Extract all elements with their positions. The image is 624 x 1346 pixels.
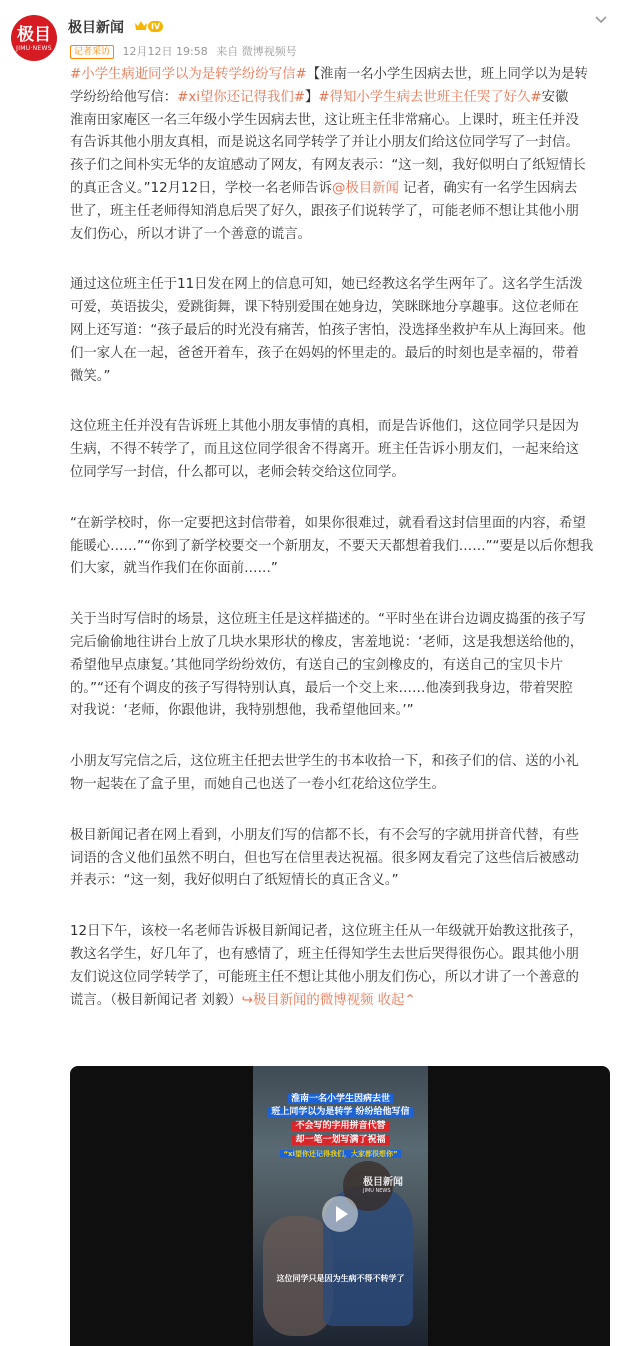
hashtag-link[interactable]: #得知小学生病去世班主任哭了好久# [318, 89, 542, 105]
text-segment: 淮南田家庵区一名三年级小学生因病去世，这让班主任非常痛心。上课时，班主任并没 [70, 112, 579, 128]
text-line [70, 320, 610, 343]
text-line [70, 343, 610, 366]
text-line [70, 87, 610, 110]
text-segment: 关于当时写信时的场景，这位班主任是这样描述的。“平时坐在讲台边调皮捣蛋的孩子写 [70, 612, 586, 628]
text-line [70, 110, 610, 133]
text-segment: 友们说这位同学转学了，可能班主任不想让其他小朋友们伤心，所以才讲了一个善意的 [70, 969, 579, 985]
text-line [70, 632, 610, 655]
text-segment: 可爱，英语拔尖，爱跳街舞，课下特别爱围在她身边，笑眯眯地分享趣事。这位老师在 [70, 300, 579, 316]
chevron-down-icon[interactable] [594, 12, 608, 26]
video-caption: 淮南一名小学生因病去世 [253, 1094, 428, 1105]
text-line [70, 536, 610, 559]
post-meta [70, 43, 302, 59]
text-segment: 微笑。” [70, 368, 111, 384]
post-body [70, 64, 610, 1012]
video-frame[interactable] [253, 1066, 428, 1346]
post-header [0, 0, 624, 64]
crown-icon[interactable] [134, 20, 148, 31]
text-segment: “在新学校时，你一定要把这封信带着，如果你很难过，就看看这封信里面的内容，希望 [70, 515, 586, 531]
post-paragraph [70, 751, 610, 797]
text-segment: 】 [304, 89, 319, 105]
text-segment: 极目新闻记者在网上看到，小朋友们写的信都不长，有不会写的字就用拼音代替，有些 [70, 827, 579, 843]
video-watermark: 极目新闻 JIMU NEWS [363, 1177, 403, 1194]
text-line [70, 201, 610, 224]
text-line [70, 990, 610, 1013]
avatar[interactable] [11, 15, 57, 61]
hashtag-link[interactable]: @极目新闻 [331, 180, 399, 196]
text-line [70, 558, 610, 581]
text-segment: 对我说：‘老师，你跟他讲，我特别想他，我希望他回来。’” [70, 703, 414, 719]
text-segment: 的。”“还有个调皮的孩子写得特别认真，最后一个交上来……他凑到我身边，带着哭腔 [70, 680, 573, 696]
text-line [70, 224, 610, 247]
post-paragraph [70, 609, 610, 723]
text-segment: 词语的含义他们虽然不明白，但也写在信里表达祝福。很多网友看完了这些信后被感动 [70, 850, 579, 866]
text-segment: 的真正含义。”12月12日，学校一名老师告诉 [70, 180, 332, 196]
text-line [70, 655, 610, 678]
text-line [70, 439, 610, 462]
text-segment: 这位班主任并没有告诉班上其他小朋友事情的真相，而是告诉他们，这位同学只是因为 [70, 419, 579, 435]
author-name[interactable]: 极目新闻 [68, 20, 124, 36]
text-line [70, 825, 610, 848]
text-line [70, 967, 610, 990]
video-player[interactable] [70, 1066, 610, 1346]
post-paragraph [70, 921, 610, 1012]
text-segment: 们一家人在一起，爸爸开着车，孩子在妈妈的怀里走的。最后的时刻也是幸福的，带着 [70, 345, 579, 361]
video-subtitle: 这位同学只是因为生病不得不转学了 [276, 1274, 405, 1283]
text-line [70, 848, 610, 871]
text-line [70, 274, 610, 297]
hashtag-link[interactable]: ↪极目新闻的微博视频 [241, 992, 374, 1008]
post-paragraph [70, 416, 610, 484]
text-line [70, 513, 610, 536]
text-segment: 完后偷偷地往讲台上放了几块水果形状的橡皮，害羞地说：‘老师，这是我想送给他的， [70, 634, 584, 650]
text-segment: 小朋友写完信之后，这位班主任把去世学生的书本收拾一下，和孩子们的信、送的小礼 [70, 754, 579, 770]
text-line [70, 751, 610, 774]
text-segment: 物一起装在了盒子里，而她自己也送了一卷小红花给这位学生。 [70, 776, 445, 792]
text-segment: 位同学写一封信，什么都可以，老师会转交给这位同学。 [70, 464, 405, 480]
post-paragraph [70, 513, 610, 581]
post-date[interactable]: 12月12日 19:58 [122, 45, 208, 58]
text-line [70, 609, 610, 632]
text-segment: 教这名学生，好几年了，也有感情了，班主任得知学生去世后哭得很伤心。跟其他小朋 [70, 946, 579, 962]
hashtag-link[interactable]: #xi望你还记得我们# [177, 89, 305, 105]
text-segment: 通过这位班主任于11日发在网上的信息可知，她已经教这名学生两年了。这名学生活泼 [70, 277, 583, 293]
text-segment: 世了，班主任老师得知消息后哭了好久，跟孩子们说转学了，可能老师不想让其他小朋 [70, 203, 579, 219]
text-segment: 有告诉其他小朋友真相，而是说这名同学转学了并让小朋友们给这位同学写了一封信。 [70, 135, 579, 151]
text-segment: 谎言。（极目新闻记者 刘毅） [70, 992, 242, 1008]
post-paragraph [70, 825, 610, 893]
avatar-logo-sub: JIMU·NEWS [16, 45, 52, 52]
text-line [70, 678, 610, 701]
post-source: 来自 微博视频号 [216, 45, 297, 58]
text-line [70, 178, 610, 201]
text-line [70, 416, 610, 439]
text-line [70, 921, 610, 944]
video-caption: 班上同学以为是转学 纷纷给他写信 [253, 1107, 428, 1118]
text-segment: 安徽 [541, 89, 569, 105]
text-segment: 友们伤心，所以才讲了一个善意的谎言。 [70, 226, 312, 242]
text-segment: 记者，确实有一名学生因病去 [398, 180, 578, 196]
text-segment: 能暖心……”“你到了新学校要交一个新朋友，不要天天都想着我们……”“要是以后你想我 [70, 538, 594, 554]
text-segment: 希望他早点康复。’其他同学纷纷效仿，有送自己的宝剑橡皮的，有送自己的宝贝卡片 [70, 657, 564, 673]
text-line [70, 700, 610, 723]
video-caption: “xi望你还记得我们，大家都很想你” [253, 1149, 428, 1160]
post-paragraph [70, 274, 610, 388]
text-line [70, 774, 610, 797]
text-segment: 并表示：“这一刻，我好似明白了纸短情长的真正含义。” [70, 873, 399, 889]
post-paragraph [70, 64, 610, 246]
text-line [70, 64, 610, 87]
text-line [70, 944, 610, 967]
video-caption: 却一笔一划写满了祝福 [253, 1135, 428, 1146]
text-line [70, 462, 610, 485]
text-segment: 【淮南一名小学生因病去世，班上同学以为是转 [306, 67, 588, 82]
text-line [70, 132, 610, 155]
text-line [70, 366, 610, 389]
text-line [70, 155, 610, 178]
play-icon[interactable] [322, 1196, 358, 1232]
text-line [70, 870, 610, 893]
level-badge[interactable]: IV [148, 21, 163, 32]
text-segment: 学纷纷给他写信： [70, 89, 178, 105]
text-segment: 12日下午，该校一名老师告诉极目新闻记者，这位班主任从一年级就开始教这批孩子， [70, 924, 583, 940]
text-segment: 生病，不得不转学了，而且这位同学很舍不得离开。班主任告诉小朋友们，一起来给这 [70, 442, 579, 458]
text-segment: 网上还写道：“孩子最后的时光没有痛苦，怕孩子害怕，没选择坐救护车从上海回来。他 [70, 322, 586, 338]
text-line [70, 297, 610, 320]
text-segment: 们大家，就当作我们在你面前……” [70, 561, 278, 577]
hashtag-link[interactable]: #小学生病逝同学以为是转学纷纷写信# [70, 67, 307, 82]
avatar-logo-text: 极目 [17, 25, 51, 45]
source-tag: 记者采访 [70, 45, 114, 59]
hashtag-link[interactable]: 收起⌃ [377, 992, 416, 1008]
video-caption: 不会写的字用拼音代替 [253, 1121, 428, 1132]
text-segment: 孩子们之间朴实无华的友谊感动了网友，有网友表示：“这一刻，我好似明白了纸短情长 [70, 158, 586, 174]
